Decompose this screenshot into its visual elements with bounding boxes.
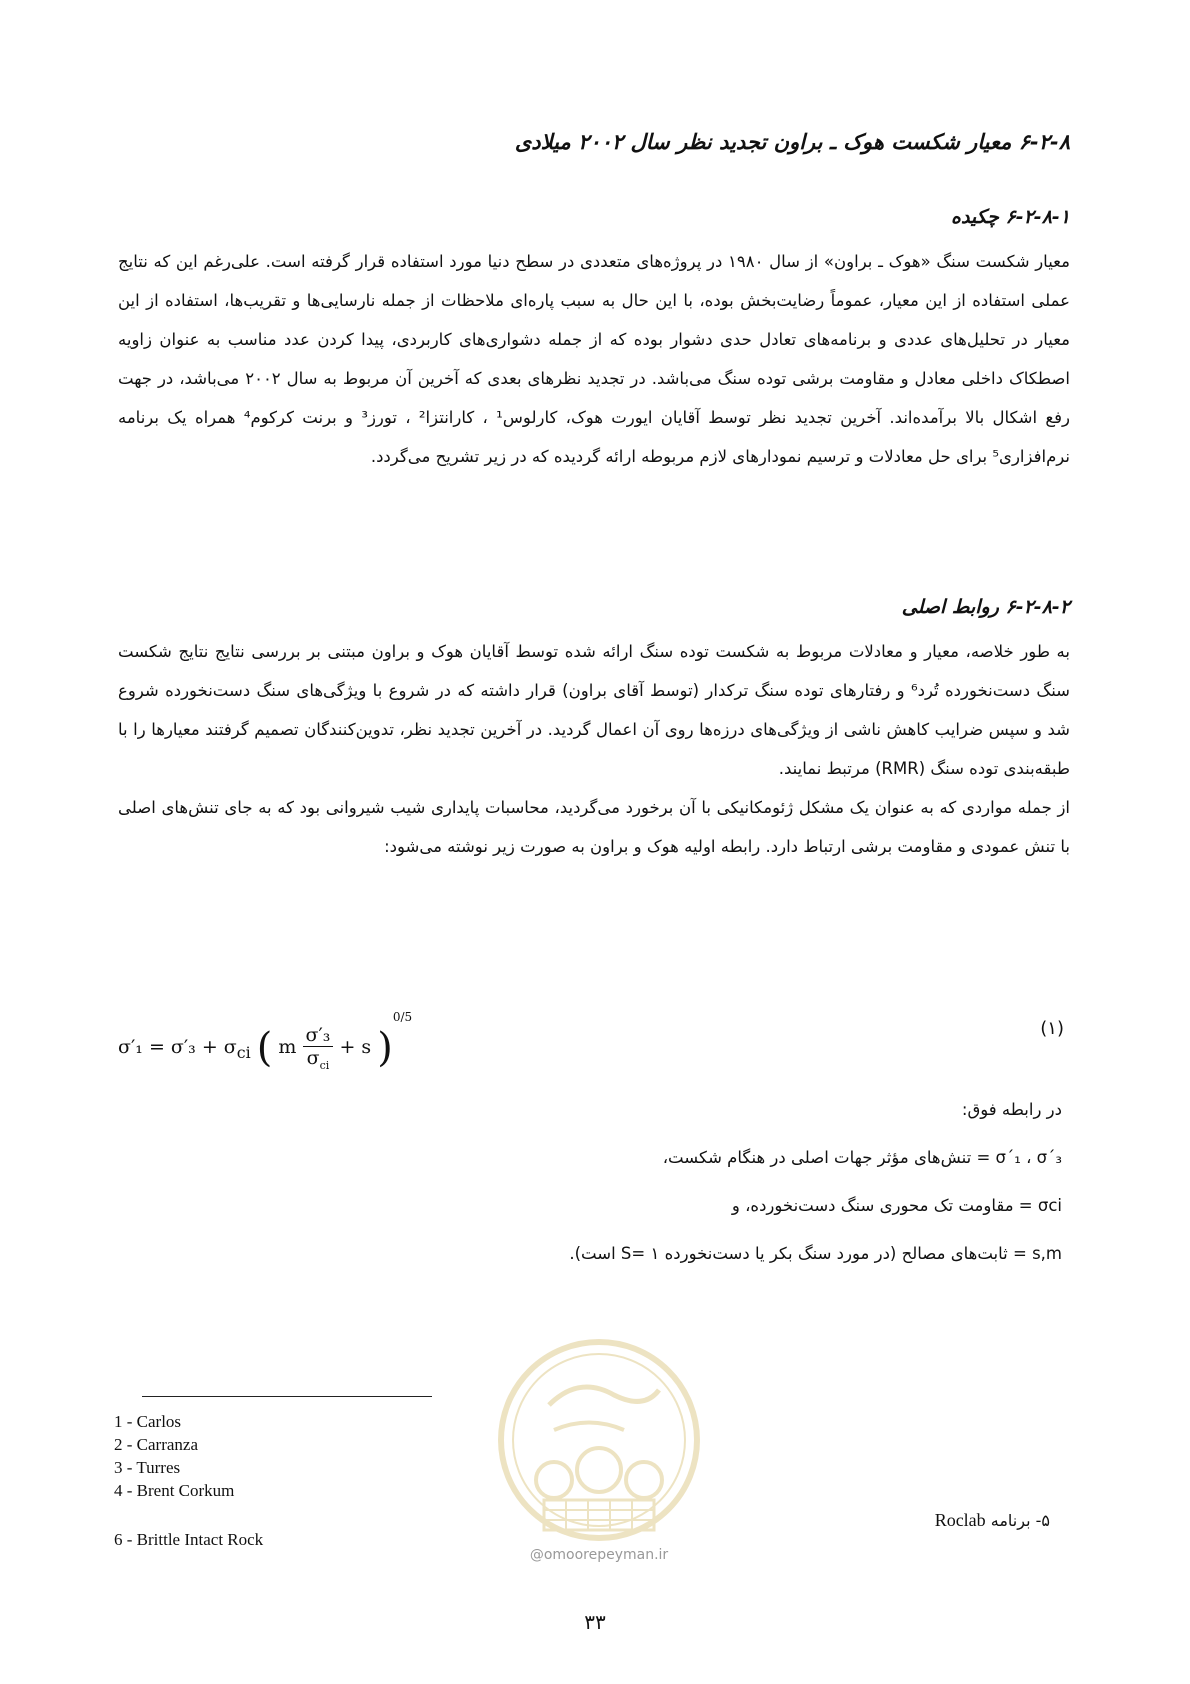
definition-sigma-ci: σci = مقاومت تک محوری سنگ دست‌نخورده، و: [731, 1196, 1062, 1215]
definition-s-m: s,m = ثابت‌های مصالح (در مورد سنگ بکر یا دست‌نخورده ۱ =S است).: [569, 1244, 1062, 1263]
footnote-5-prefix: ۵- برنامه: [990, 1511, 1050, 1530]
footnote-6: 6 - Brittle Intact Rock: [114, 1530, 264, 1549]
footnote-1: 1 - Carlos: [114, 1412, 182, 1431]
footnote-4: 4 - Brent Corkum: [114, 1481, 235, 1500]
footnote-divider: [142, 1396, 432, 1397]
watermark-seal-icon: [494, 1335, 704, 1565]
subsection-title-relations: ۶-۲-۸-۲ روابط اصلی: [901, 596, 1070, 618]
watermark-caption: @omoorepeyman.ir: [529, 1547, 669, 1563]
equation-numerator: σ′₃: [303, 1024, 334, 1047]
page-number: ۳۳: [584, 1610, 606, 1634]
footnote-5: [935, 1510, 1050, 1531]
relations-paragraph: به طور خلاصه، معیار و معادلات مربوط به شکست توده سنگ ارائه شده توسط آقایان هوک و براون مبتنی بر بررسی نتایج نتایج شکست سنگ دست‌نخورده تُرد⁶ و رفتارهای توده سنگ ترکدار (توسط آقای براون) قرار داشته که در شروع با ویژگی‌های سنگ دست‌نخورده شروع شد و سپس ضرایب کاهش ناشی از ویژگی‌های درزه‌ها روی آن اعمال گردید. در آخرین تجدید نظر، تدوین‌کنندگان تصمیم گرفتند معیارها را با طبقه‌بندی توده سنگ (RMR) مرتبط نمایند.: [118, 642, 1070, 778]
abstract-paragraph: معیار شکست سنگ «هوک ـ براون» از سال ۱۹۸۰ در پروژه‌های متعددی در سطح دنیا مورد استفاده قرار گرفته است. علی‌رغم این که نتایج عملی استفاده از این معیار، عموماً رضایت‌بخش بوده، با این حال به سبب پاره‌ای ملاحظات از جمله نارسایی‌ها و تقریب‌ها، استفاده از این معیار در تحلیل‌های عددی و برنامه‌های تعادل حدی دشوار بوده که از جمله دشواری‌های کاربردی، پیدا کردن عدد مناسب به عنوان زاویه اصطکاک داخلی معادل و مقاومت برشی توده سنگ می‌باشد. در تجدید نظرهای بعدی که آخرین آن مربوط به سال ۲۰۰۲ می‌باشد، در جهت رفع اشکال بالا برآمده‌اند. آخرین تجدید نظر توسط آقایان ایورت هوک، کارلوس¹ ، کارانتزا² ، تورز³ و برنت کرکوم⁴ همراه یک برنامه نرم‌افزاری⁵ برای حل معادلات و ترسیم نمودارهای لازم مربوطه ارائه گردیده که در زیر تشریح می‌گردد.: [118, 252, 1071, 466]
subsection-title-abstract: ۶-۲-۸-۱ چکیده: [951, 206, 1070, 228]
hoek-brown-equation: $\sigma'_1 = \sigma'_3 + \sigma_{ci}$ ( m $\frac{\text{σ′₃}}{\sigma_{ci}}$ + s )$^{0/5}$: [118, 1010, 413, 1072]
equation-denominator: σ: [306, 1047, 320, 1070]
footnote-3: 3 - Turres: [114, 1458, 181, 1477]
definitions-intro: در رابطه فوق:: [961, 1100, 1062, 1119]
equation-lhs: σ′₁ = σ′₃ + σ: [118, 1036, 237, 1058]
equation-plus-s: + s: [339, 1036, 372, 1058]
equation-m: m: [278, 1036, 297, 1058]
equation-exponent: 0/5: [392, 1010, 413, 1024]
equation-number: (۱): [1040, 1018, 1064, 1039]
definition-sigma-principal: σ΄₁ ، σ΄₃ = تنش‌های مؤثر جهات اصلی در هنگام شکست،: [662, 1148, 1062, 1167]
equation-ci-sub: ci: [236, 1042, 251, 1062]
equation-intro-paragraph: از جمله مواردی که به عنوان یک مشکل ژئومکانیکی با آن برخورد می‌گردید، محاسبات پایداری شیب شیروانی بود که به جای تنش‌های اصلی با تنش عمودی و مقاومت برشی ارتباط دارد. رابطه اولیه هوک و براون به صورت زیر نوشته می‌شود:: [118, 798, 1070, 856]
section-title: ۶-۲-۸ معیار شکست هوک ـ براون تجدید نظر سال ۲۰۰۲ میلادی: [514, 130, 1070, 154]
footnote-5-name: Roclab: [934, 1510, 986, 1530]
equation-fraction: $\frac{\text{σ′₃}}{\sigma_{ci}}$: [303, 1024, 334, 1072]
footnote-2: 2 - Carranza: [114, 1435, 199, 1454]
